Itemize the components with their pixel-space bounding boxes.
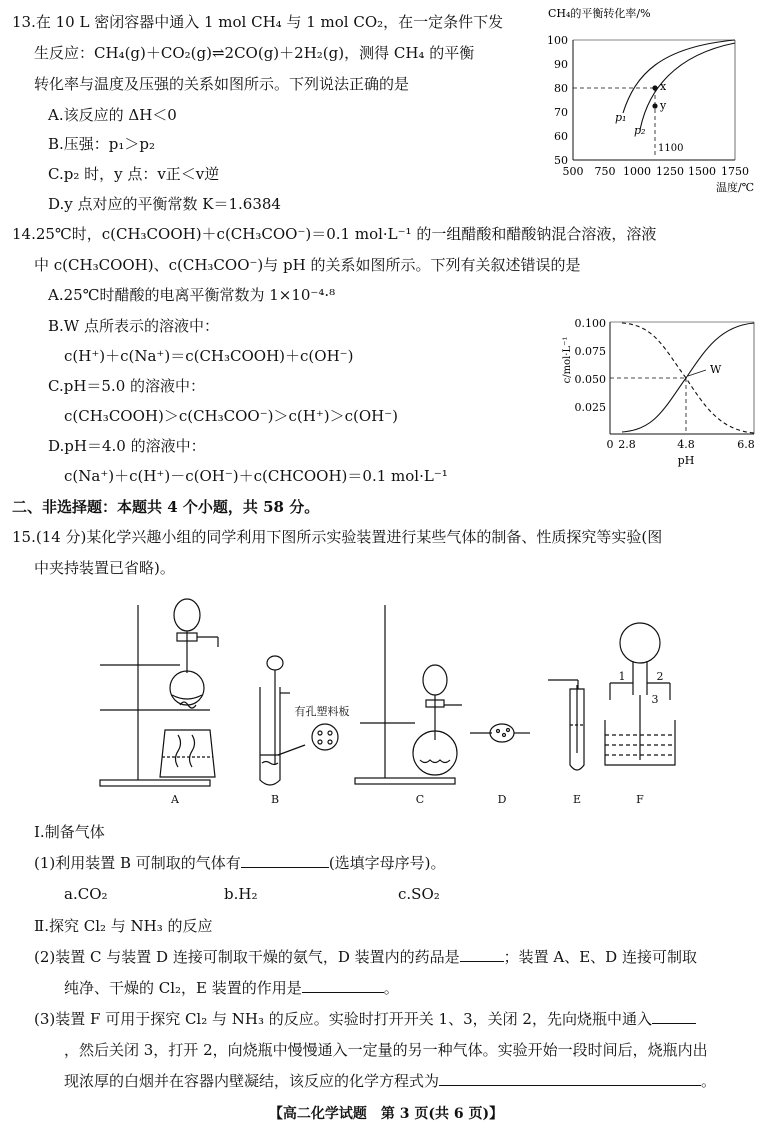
q13-xtick: 750 <box>594 165 616 178</box>
q13-option-d: D.y 点对应的平衡常数 K＝1.6384 <box>48 195 281 213</box>
q15-q3-blank-equation[interactable] <box>439 1071 701 1086</box>
q15-option-a: a.CO₂ <box>64 885 108 903</box>
q14-ytick: 0.025 <box>574 401 606 414</box>
q15-q2-blank-e-role[interactable] <box>302 978 384 993</box>
label-b: B <box>270 793 280 806</box>
apparatus-b <box>260 656 338 785</box>
q13-label-p1: p₁ <box>615 111 627 124</box>
q15-q1-answer-blank[interactable] <box>241 853 329 868</box>
q15-q2-text-d: 。 <box>383 979 399 997</box>
q13-ytick: 80 <box>554 82 568 95</box>
q15-q2-line1 <box>34 947 697 967</box>
q15-option-b: b.H₂ <box>224 885 258 903</box>
q15-part1: Ⅰ.制备气体 <box>34 823 105 841</box>
q13-curve-p1 <box>623 40 735 113</box>
q14-stem-line2: 中 c(CH₃COOH)、c(CH₃COO⁻)与 pH 的关系如图所示。下列有关叙述错误的是 <box>34 256 581 274</box>
q14-option-b: B.W 点所表示的溶液中： <box>48 317 219 335</box>
q14-option-c-expr: c(CH₃COOH)＞c(CH₃COO⁻)＞c(H⁺)＞c(OH⁻) <box>64 407 398 425</box>
apparatus-c <box>355 605 462 784</box>
q13-label-1100: 1100 <box>658 143 684 154</box>
q13-xtick: 1000 <box>623 165 651 178</box>
q15-q3-text-b: 现浓厚的白烟并在容器内壁凝结，该反应的化学方程式为 <box>64 1072 440 1090</box>
q15-q3-text-c: 。 <box>701 1072 717 1090</box>
apparatus-figure <box>80 585 720 815</box>
q15-stem-line2: 中夹持装置已省略)。 <box>34 559 175 577</box>
q14-xtick: 6.8 <box>737 438 755 451</box>
q15-q1 <box>34 853 446 873</box>
q14-option-d: D.pH＝4.0 的溶液中： <box>48 437 206 455</box>
q15-q1-prefix: (1)利用装置 B 可制取的气体有 <box>34 854 241 872</box>
q14-xtick: 2.8 <box>618 438 636 451</box>
q13-point-y <box>652 103 657 108</box>
q14-xtick: 0 <box>606 438 614 451</box>
q14-ytick: 0.100 <box>574 317 606 330</box>
q15-q2-line2 <box>64 978 399 998</box>
q13-xtick: 500 <box>562 165 584 178</box>
q13-chart-ylabel: CH₄的平衡转化率/% <box>548 7 651 20</box>
q13-stem-line2: 生反应：CH₄(g)＋CO₂(g)⇌2CO(g)＋2H₂(g)，测得 CH₄ 的平衡 <box>34 44 475 62</box>
apparatus-a <box>100 599 218 786</box>
q13-xtick: 1250 <box>656 165 684 178</box>
q14-label-w: W <box>710 363 722 376</box>
q15-q3-blank-gas[interactable] <box>652 1009 696 1024</box>
q15-q3-line1 <box>34 1009 696 1029</box>
q14-ytick: 0.075 <box>574 345 606 358</box>
q14-xtick: 4.8 <box>677 438 695 451</box>
q14-curve-acetate <box>622 323 754 432</box>
q15-q1-suffix: (选填字母序号)。 <box>328 854 446 872</box>
label-c: C <box>415 793 425 806</box>
q15-q2-text-b: ；装置 A、E、D 连接可制取 <box>503 948 697 966</box>
q13-ytick: 100 <box>547 34 568 47</box>
q15-q3-line3 <box>64 1071 716 1091</box>
q13-label-y: y <box>660 99 667 112</box>
q15-option-c: c.SO₂ <box>398 885 440 903</box>
q15-part2: Ⅱ.探究 Cl₂ 与 NH₃ 的反应 <box>34 917 213 935</box>
q15-q3-text-a: (3)装置 F 可用于探究 Cl₂ 与 NH₃ 的反应。实验时打开开关 1、3，关闭 2，先向烧瓶中通入 <box>34 1010 652 1028</box>
q13-xtick: 1750 <box>721 165 749 178</box>
q13-option-b: B.压强：p₁＞p₂ <box>48 135 156 153</box>
label-f-3: 3 <box>651 693 659 706</box>
page-footer: 【高二化学试题 第 3 页(共 6 页)】 <box>268 1106 504 1122</box>
label-d: D <box>497 793 507 806</box>
q14-chart <box>560 312 760 472</box>
q13-point-x <box>652 85 657 90</box>
q13-ytick: 60 <box>554 130 568 143</box>
q13-label-x: x <box>660 80 667 93</box>
q13-xtick: 1500 <box>688 165 716 178</box>
label-f: F <box>636 793 644 806</box>
label-plate: 有孔塑料板 <box>294 705 350 718</box>
q13-stem-line1: 13.在 10 L 密闭容器中通入 1 mol CH₄ 与 1 mol CO₂，在一定条件下发 <box>12 13 504 31</box>
label-a: A <box>171 793 179 806</box>
q13-ytick: 90 <box>554 58 568 71</box>
q14-stem-line1: 14.25℃时，c(CH₃COOH)＋c(CH₃COO⁻)＝0.1 mol·L⁻¹ 的一组醋酸和醋酸钠混合溶液，溶液 <box>12 225 657 243</box>
q13-stem-line3: 转化率与温度及压强的关系如图所示。下列说法正确的是 <box>34 75 410 93</box>
q13-chart <box>540 5 765 195</box>
q13-ytick: 50 <box>554 154 568 167</box>
q13-ytick: 70 <box>554 106 568 119</box>
q13-label-p2: p₂ <box>634 124 646 137</box>
q15-stem-line1: 15.(14 分)某化学兴趣小组的同学利用下图所示实验装置进行某些气体的制备、性质探究等实验(图 <box>12 528 663 546</box>
label-f-1: 1 <box>618 670 626 683</box>
q14-option-a: A.25℃时醋酸的电离平衡常数为 1×10⁻⁴·⁸ <box>48 286 336 304</box>
q14-option-c: C.pH＝5.0 的溶液中： <box>48 377 206 395</box>
q14-option-b-expr: c(H⁺)＋c(Na⁺)＝c(CH₃COOH)＋c(OH⁻) <box>64 347 354 365</box>
apparatus-d <box>470 724 530 742</box>
q14-chart-xlabel: pH <box>677 454 695 467</box>
q15-q2-text-a: (2)装置 C 与装置 D 连接可制取干燥的氨气，D 装置内的药品是 <box>34 948 460 966</box>
q14-option-d-expr: c(Na⁺)＋c(H⁺)－c(OH⁻)＋c(CHCOOH)＝0.1 mol·L⁻¹ <box>64 467 448 485</box>
q13-option-c: C.p₂ 时，y 点：v正＜v逆 <box>48 165 220 183</box>
q15-q2-blank-d-reagent[interactable] <box>460 947 504 962</box>
q14-ytick: 0.050 <box>574 373 606 386</box>
q15-q2-text-c: 纯净、干燥的 Cl₂，E 装置的作用是 <box>64 979 302 997</box>
apparatus-f <box>605 623 675 765</box>
q14-chart-ylabel: c/mol·L⁻¹ <box>562 336 573 384</box>
label-f-2: 2 <box>656 670 664 683</box>
q13-option-a: A.该反应的 ΔH＜0 <box>48 106 177 124</box>
section-heading: 二、非选择题：本题共 4 个小题，共 58 分。 <box>12 498 320 516</box>
label-e: E <box>572 793 582 806</box>
q13-chart-xlabel: 温度/℃ <box>716 181 755 194</box>
q15-q3-line2: ，然后关闭 3，打开 2，向烧瓶中慢慢通入一定量的另一种气体。实验开始一段时间后，烧瓶内出 <box>64 1041 708 1059</box>
apparatus-e <box>548 680 584 770</box>
